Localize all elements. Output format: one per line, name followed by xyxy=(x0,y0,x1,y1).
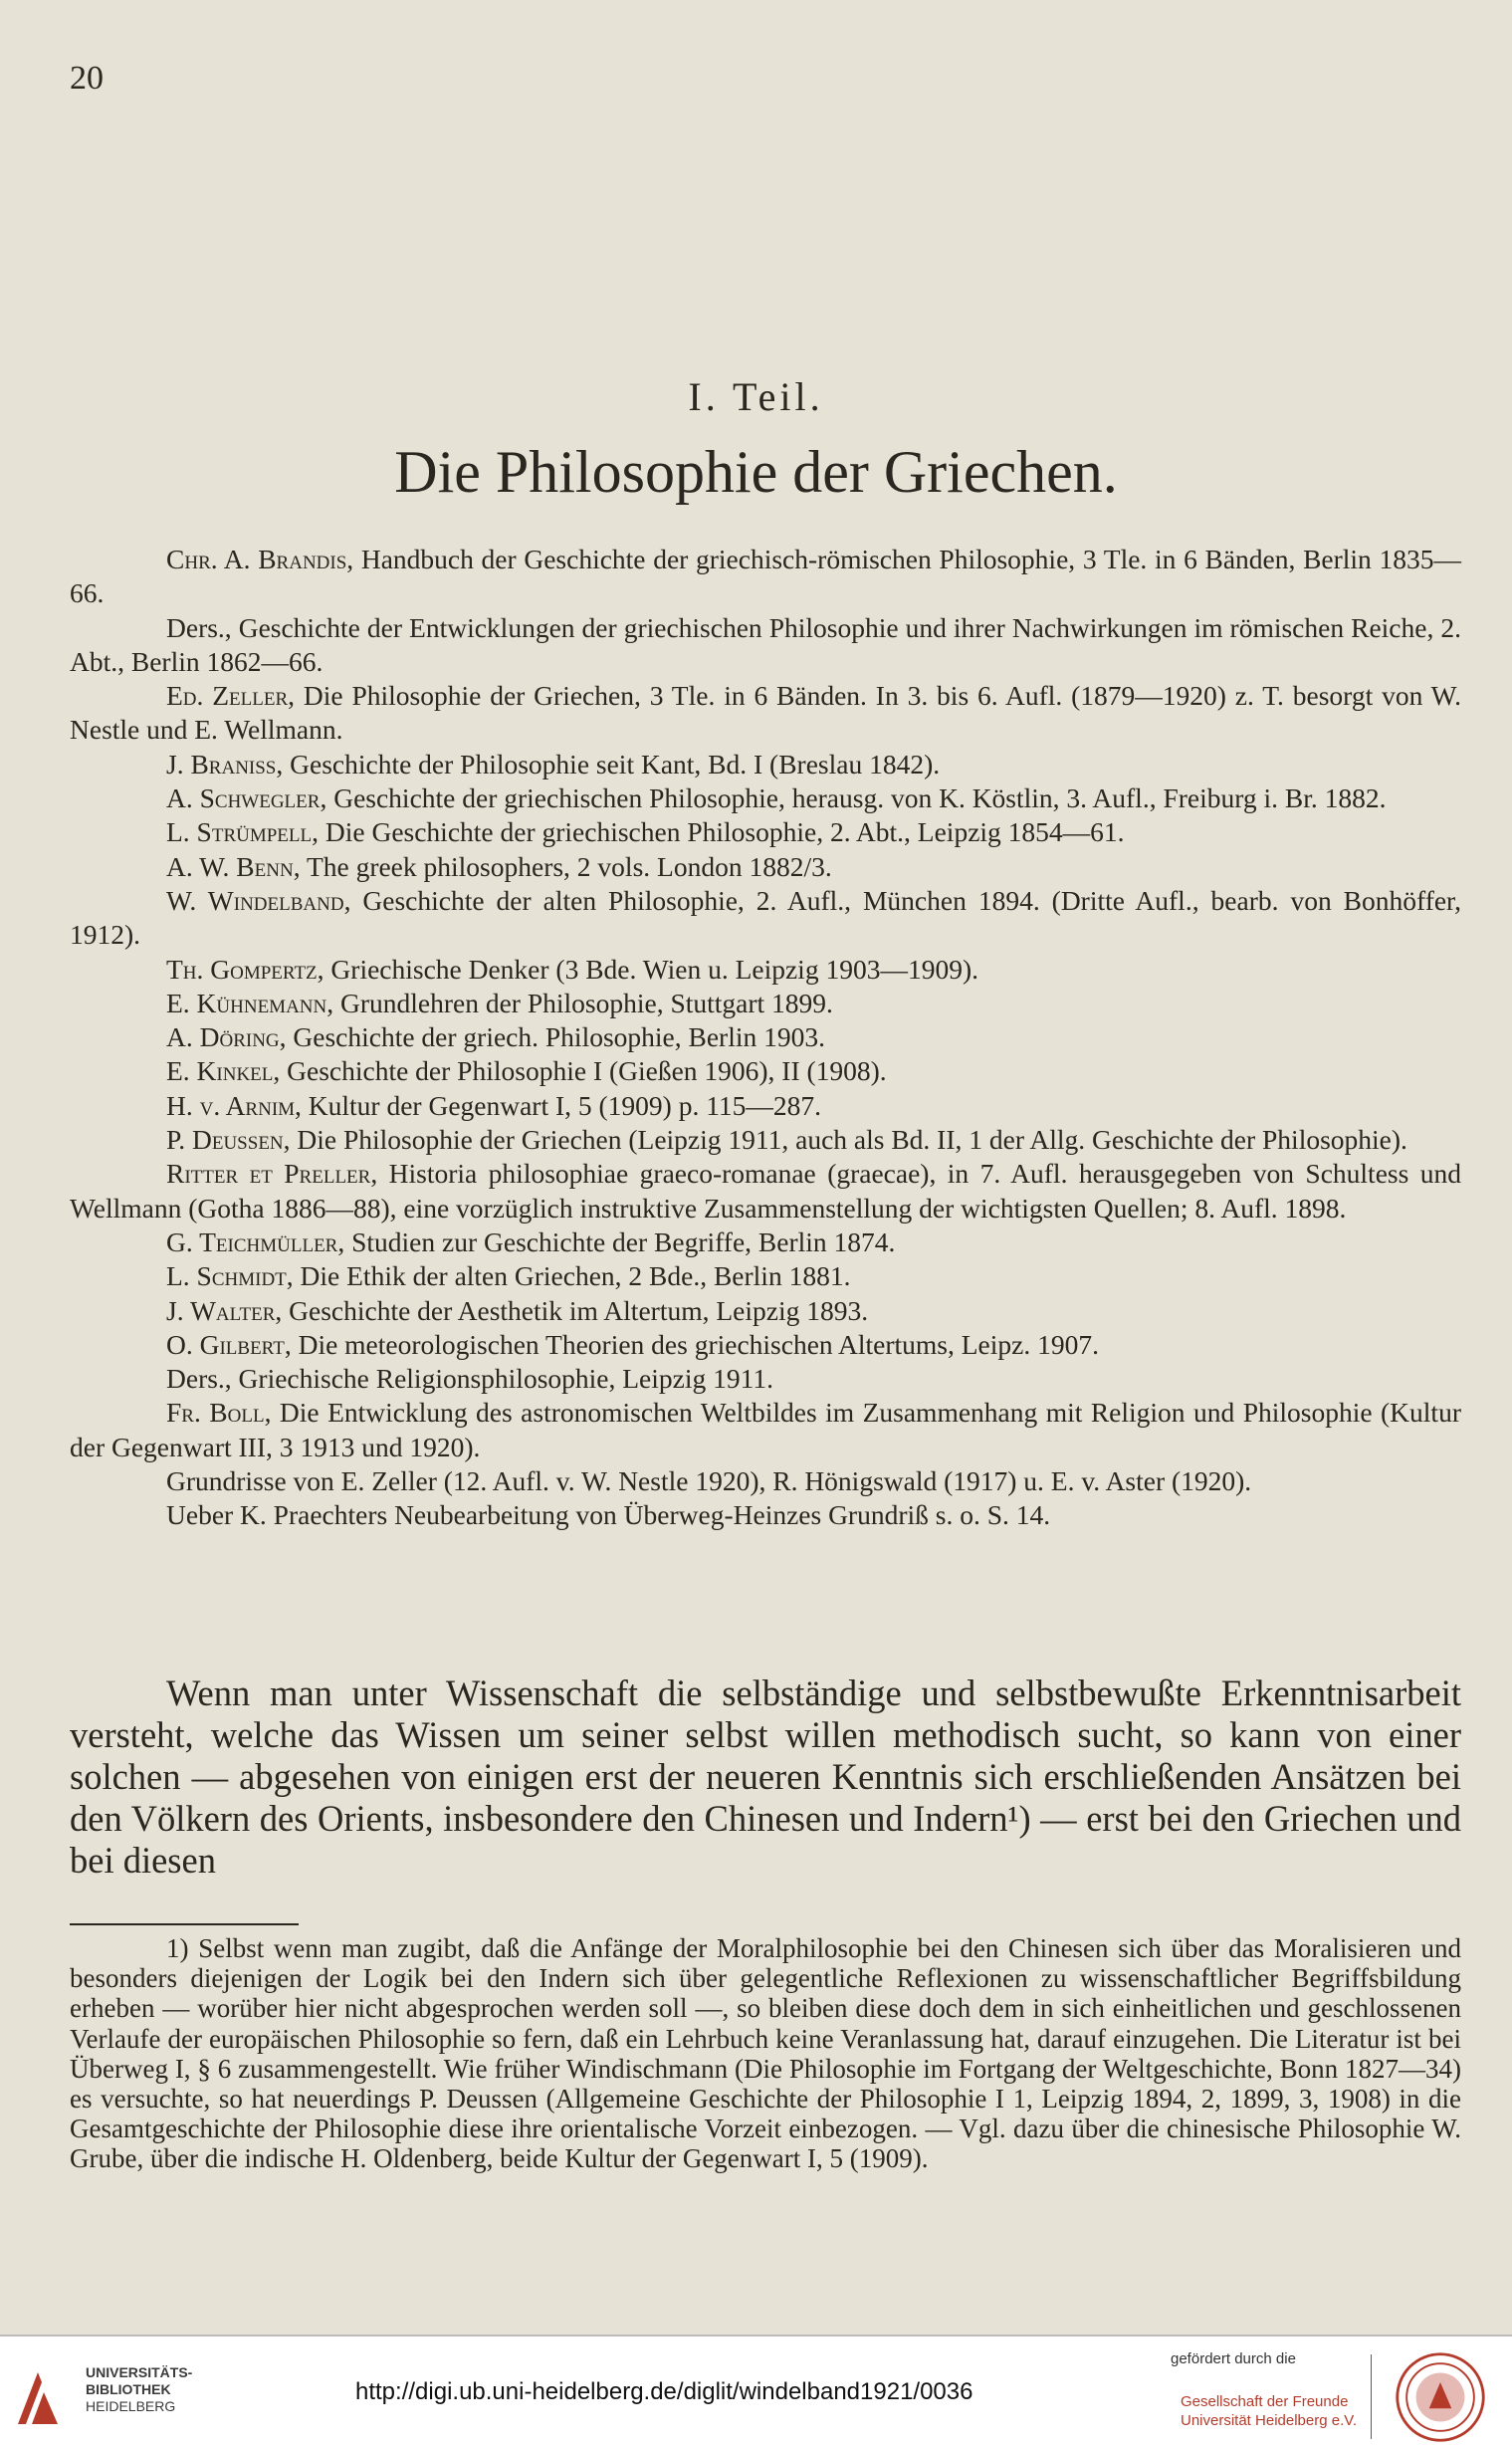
bibliography-list xyxy=(70,543,1461,1533)
bibliography-entry xyxy=(70,748,1461,781)
bibliography-entry xyxy=(70,815,1461,849)
bibliography-author: Th. Gompertz xyxy=(166,953,318,985)
bibliography-author: H. v. Arnim xyxy=(166,1089,296,1121)
bibliography-author: P. Deussen xyxy=(166,1124,284,1156)
bibliography-author: L. Strümpell xyxy=(166,816,313,848)
bibliography-entry xyxy=(70,1225,1461,1259)
bibliography-entry xyxy=(70,1054,1461,1088)
bibliography-text: , Geschichte der griechischen Philosophie, herausg. von K. Köstlin, 3. Aufl., Freiburg i. Br. 1882. xyxy=(320,782,1387,814)
footnote-rule xyxy=(70,1923,299,1925)
bibliography-entry xyxy=(70,1464,1461,1498)
library-name-line1: UNIVERSITÄTS- xyxy=(86,2364,193,2380)
bibliography-entry xyxy=(70,1498,1461,1532)
bibliography-text: , Geschichte der Aesthetik im Altertum, Leipzig 1893. xyxy=(275,1294,869,1326)
bibliography-author: Ed. Zeller xyxy=(166,680,289,712)
bibliography-entry xyxy=(70,987,1461,1020)
bibliography-entry xyxy=(70,611,1461,680)
footer-divider xyxy=(1371,2354,1372,2439)
bibliography-entry xyxy=(70,543,1461,611)
body-paragraph-container xyxy=(70,1672,1461,1882)
bibliography-entry xyxy=(70,884,1461,953)
bibliography-text: Ders., Griechische Religionsphilosophie, Leipzig 1911. xyxy=(166,1363,773,1395)
bibliography-text: , Studien zur Geschichte der Begriffe, Berlin 1874. xyxy=(337,1225,896,1257)
bibliography-author: A. Schwegler xyxy=(166,782,321,814)
bibliography-entry xyxy=(70,1294,1461,1328)
society-name xyxy=(1181,2392,1357,2430)
university-library-logo-icon xyxy=(14,2366,62,2426)
page-number: 20 xyxy=(70,60,104,97)
bibliography-entry xyxy=(70,679,1461,748)
part-heading: I. Teil. xyxy=(688,374,824,419)
bibliography-author: A. Döring xyxy=(166,1021,280,1053)
bibliography-entry xyxy=(70,1259,1461,1293)
library-name-line3: HEIDELBERG xyxy=(86,2398,176,2414)
bibliography-entry xyxy=(70,1362,1461,1396)
bibliography-author: O. Gilbert xyxy=(166,1328,285,1360)
bibliography-text: , Handbuch der Geschichte der griechisch-römischen Philosophie, 3 Tle. in 6 Bänden, Berlin 1835—66. xyxy=(70,544,1461,609)
society-name-line2: Universität Heidelberg e.V. xyxy=(1181,2412,1358,2429)
bibliography-text: Ueber K. Praechters Neubearbeitung von Überweg-Heinzes Grundriß s. o. S. 14. xyxy=(166,1499,1051,1531)
bibliography-author: Ritter et Preller xyxy=(166,1158,371,1190)
bibliography-entry xyxy=(70,1328,1461,1362)
page-title: Die Philosophie der Griechen. xyxy=(394,439,1118,505)
bibliography-author: E. Kinkel xyxy=(166,1055,274,1087)
bibliography-author: Fr. Boll xyxy=(166,1397,265,1429)
bibliography-author: J. Braniss xyxy=(166,748,277,779)
bibliography-text: Grundrisse von E. Zeller (12. Aufl. v. W. Nestle 1920), R. Hönigswald (1917) u. E. v. Aster (1920). xyxy=(166,1465,1252,1497)
viewer-footer xyxy=(0,2335,1512,2449)
bibliography-text: , Grundlehren der Philosophie, Stuttgart 1899. xyxy=(326,987,833,1018)
bibliography-text: , Die Geschichte der griechischen Philosophie, 2. Abt., Leipzig 1854—61. xyxy=(312,816,1125,848)
library-name xyxy=(86,2364,192,2415)
bibliography-entry xyxy=(70,781,1461,815)
permalink-url[interactable]: http://digi.ub.uni-heidelberg.de/diglit/windelband1921/0036 xyxy=(355,2378,973,2405)
bibliography-author: Chr. A. Brandis xyxy=(166,544,347,574)
bibliography-text: , Griechische Denker (3 Bde. Wien u. Leipzig 1903—1909). xyxy=(317,953,978,985)
bibliography-entry xyxy=(70,1123,1461,1157)
bibliography-author: J. Walter xyxy=(166,1294,276,1326)
bibliography-text: , Geschichte der Philosophie I (Gießen 1906), II (1908). xyxy=(273,1055,887,1087)
bibliography-text: , Geschichte der griech. Philosophie, Berlin 1903. xyxy=(279,1021,825,1053)
society-name-line1: Gesellschaft der Freunde xyxy=(1181,2393,1349,2410)
bibliography-entry xyxy=(70,953,1461,987)
bibliography-author: G. Teichmüller xyxy=(166,1225,338,1257)
bibliography-text: , Die Philosophie der Griechen (Leipzig 1911, auch als Bd. II, 1 der Allg. Geschichte der Philosophie). xyxy=(283,1124,1407,1156)
funded-by-label: gefördert durch die xyxy=(1171,2350,1296,2367)
bibliography-text: , Die Philosophie der Griechen, 3 Tle. in 6 Bänden. In 3. bis 6. Aufl. (1879—1920) z. T. besorgt von W. Nestle und E. Wellmann. xyxy=(70,680,1461,746)
bibliography-entry xyxy=(70,1396,1461,1464)
bibliography-author: L. Schmidt xyxy=(166,1260,287,1292)
bibliography-entry xyxy=(70,850,1461,884)
bibliography-author: A. W. Benn xyxy=(166,850,294,882)
library-name-line2: BIBLIOTHEK xyxy=(86,2381,171,2397)
footnote-text: 1) Selbst wenn man zugibt, daß die Anfänge der Moralphilosophie bei den Chinesen sich über das Moralisieren und besonders diejenigen der Logik bei den Indern sich über gelegentliche Reflexionen zu wissenschaftlicher Begriffsbildung erheben — worüber hier nicht abgesprochen werden soll —, so bleiben diese doch dem in sich einheitlichen und geschlossenen Verlaufe der europäischen Philosophie so fern, daß ein Lehrbuch keine Veranlassung hat, darauf einzugehen. Die Literatur ist bei Überweg I, § 6 zusammengestellt. Wie früher Windischmann (Die Philosophie im Fortgang der Weltgeschichte, Bonn 1827—34) es versuchte, so hat neuerdings P. Deussen (Allgemeine Geschichte der Philosophie I 1, Leipzig 1894, 2, 1899, 3, 1908) in die Gesamtgeschichte der Philosophie diese ihre orientalische Vorzeit einbezogen. — Vgl. dazu über die chinesische Philosophie W. Grube, über die indische H. Oldenberg, beide Kultur der Gegenwart I, 5 (1909). xyxy=(70,1933,1461,2174)
bibliography-text: , Geschichte der alten Philosophie, 2. Aufl., München 1894. (Dritte Aufl., bearb. von Bonhöffer, 1912). xyxy=(70,884,1461,951)
bibliography-text: , Die Ethik der alten Griechen, 2 Bde., Berlin 1881. xyxy=(286,1260,851,1292)
bibliography-entry xyxy=(70,1020,1461,1054)
footnote-container xyxy=(70,1933,1461,2174)
bibliography-text: , Die Entwicklung des astronomischen Weltbildes im Zusammenhang mit Religion und Philosophie (Kultur der Gegenwart III, 3 1913 und 1920). xyxy=(70,1397,1461,1462)
bibliography-text: , Kultur der Gegenwart I, 5 (1909) p. 115—287. xyxy=(295,1089,822,1121)
bibliography-text: , Historia philosophiae graeco-romanae (graecae), in 7. Aufl. herausgegeben von Schultess und Wellmann (Gotha 1886—88), eine vorzüglich instruktive Zusammenstellung der wichtigsten Quellen; 8. Aufl. 1898. xyxy=(70,1158,1461,1224)
university-seal-icon xyxy=(1394,2350,1487,2444)
body-paragraph: Wenn man unter Wissenschaft die selbständige und selbstbewußte Erkenntnisarbeit versteht, welche das Wissen um seiner selbst willen methodisch sucht, so kann von einer solchen — abgesehen von einigen erst der neueren Kenntnis sich erschließenden Ansätzen bei den Völkern des Orients, insbesondere den Chinesen und Indern¹) — erst bei den Griechen und bei diesen xyxy=(70,1672,1461,1881)
bibliography-text: , Die meteorologischen Theorien des griechischen Altertums, Leipz. 1907. xyxy=(284,1328,1099,1360)
bibliography-entry xyxy=(70,1089,1461,1123)
bibliography-author: W. Windelband xyxy=(166,884,344,916)
bibliography-text: Ders., Geschichte der Entwicklungen der griechischen Philosophie und ihrer Nachwirkungen im römischen Reiche, 2. Abt., Berlin 1862—66. xyxy=(70,611,1461,677)
bibliography-entry xyxy=(70,1157,1461,1225)
bibliography-text: , Geschichte der Philosophie seit Kant, Bd. I (Breslau 1842). xyxy=(276,748,941,779)
bibliography-text: , The greek philosophers, 2 vols. London 1882/3. xyxy=(293,850,832,882)
bibliography-author: E. Kühnemann xyxy=(166,987,327,1018)
